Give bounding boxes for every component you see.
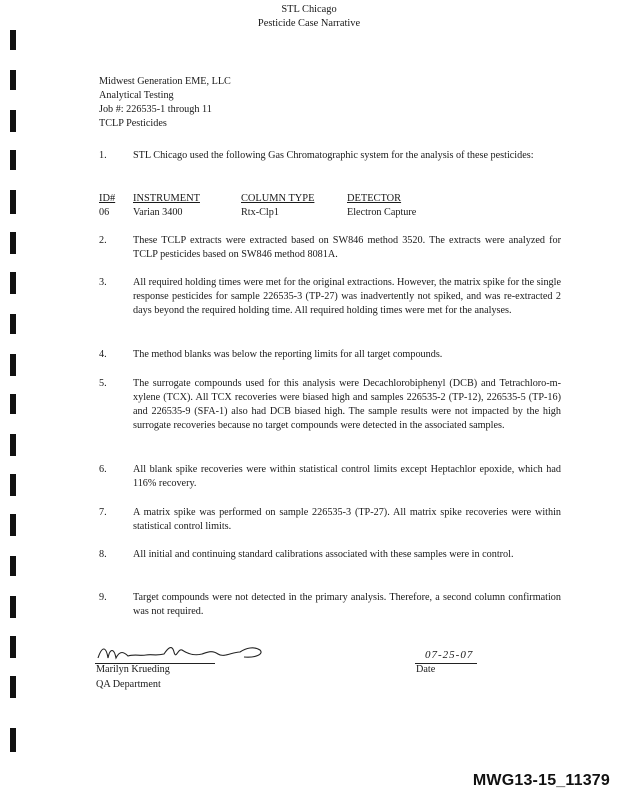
item-number: 5. [99, 378, 107, 389]
instrument-table [99, 192, 539, 222]
scan-mark [10, 728, 16, 752]
scan-mark [10, 272, 16, 294]
table-cell-column-type: Rtx-Clp1 [241, 207, 279, 218]
date-label: Date [416, 664, 436, 675]
scan-mark [10, 314, 16, 334]
item-number: 2. [99, 235, 107, 246]
scan-mark [10, 394, 16, 414]
scan-mark [10, 30, 16, 50]
scan-mark [10, 514, 16, 536]
item-number: 4. [99, 349, 107, 360]
project-name: Analytical Testing [99, 90, 174, 101]
job-number: Job #: 226535-1 through 11 [99, 104, 212, 115]
narrative-item [99, 377, 561, 433]
scan-mark [10, 150, 16, 170]
narrative-item [99, 348, 561, 362]
item-number: 3. [99, 277, 107, 288]
narrative-item [99, 463, 561, 491]
item-number: 9. [99, 592, 107, 603]
client-name: Midwest Generation EME, LLC [99, 76, 231, 87]
item-text: Target compounds were not detected in the primary analysis. Therefore, a second column confirmation was not required. [133, 592, 561, 617]
scan-mark [10, 354, 16, 376]
scan-mark [10, 676, 16, 698]
table-header-column-type: COLUMN TYPE [241, 193, 315, 204]
narrative-item [99, 149, 561, 163]
narrative-item [99, 548, 561, 562]
table-cell-instrument: Varian 3400 [133, 207, 183, 218]
item-number: 6. [99, 464, 107, 475]
table-header-instrument: INSTRUMENT [133, 193, 200, 204]
signer-department: QA Department [96, 679, 161, 690]
scan-mark [10, 434, 16, 456]
table-header-id: ID# [99, 193, 116, 204]
narrative-item [99, 276, 561, 318]
scan-mark [10, 636, 16, 658]
item-text: All required holding times were met for the original extractions. However, the matrix spike for the single response pesticides for sample 226535-3 (TP-27) was inadvertently not spiked, and was re-extracted 2 days beyond the required holding time. All required holding times were met for the analyses. [133, 277, 561, 316]
page-title: Pesticide Case Narrative [257, 18, 361, 29]
scan-mark [10, 232, 16, 254]
analysis-type: TCLP Pesticides [99, 118, 167, 129]
item-number: 7. [99, 507, 107, 518]
narrative-item [99, 234, 561, 262]
bates-number: MWG13-15_11379 [472, 772, 610, 789]
table-cell-detector: Electron Capture [347, 207, 417, 218]
item-text: The method blanks was below the reporting limits for all target compounds. [133, 349, 443, 360]
scan-mark [10, 70, 16, 90]
item-number: 1. [99, 150, 107, 161]
scan-mark [10, 596, 16, 618]
narrative-item [99, 591, 561, 619]
table-cell-id: 06 [99, 207, 110, 218]
lab-name: STL Chicago [281, 4, 337, 15]
item-text: A matrix spike was performed on sample 226535-3 (TP-27). All matrix spike recoveries were within statistical control limits. [133, 507, 561, 532]
signer-name: Marilyn Krueding [96, 664, 170, 675]
item-text: All initial and continuing standard calibrations associated with these samples were in control. [133, 549, 514, 560]
address-block [99, 75, 231, 131]
narrative-item [99, 506, 561, 534]
item-text: The surrogate compounds used for this analysis were Decachlorobiphenyl (DCB) and Tetrachloro-m-xylene (TCX). All TCX recoveries were biased high and samples 226535-2 (TP-12), 226535-5 (TP-16) and 226535-9 (SFA-1) also had DCB biased high. The sample results were not impacted by the high surrogate recoveries because no target compounds were detected in the associated samples. [133, 378, 561, 431]
scan-mark [10, 474, 16, 496]
scan-mark [10, 556, 16, 576]
item-number: 8. [99, 549, 107, 560]
handwritten-date: 07-25-07 [425, 649, 474, 661]
scan-mark [10, 190, 16, 214]
table-header-detector: DETECTOR [347, 193, 402, 204]
item-text: All blank spike recoveries were within statistical control limits except Heptachlor epoxide, which had 116% recovery. [133, 464, 561, 489]
scan-mark [10, 110, 16, 132]
item-text: These TCLP extracts were extracted based on SW846 method 3520. The extracts were analyzed for TCLP pesticides based on SW846 method 8081A. [133, 235, 561, 260]
item-text: STL Chicago used the following Gas Chromatographic system for the analysis of these pesticides: [133, 150, 534, 161]
